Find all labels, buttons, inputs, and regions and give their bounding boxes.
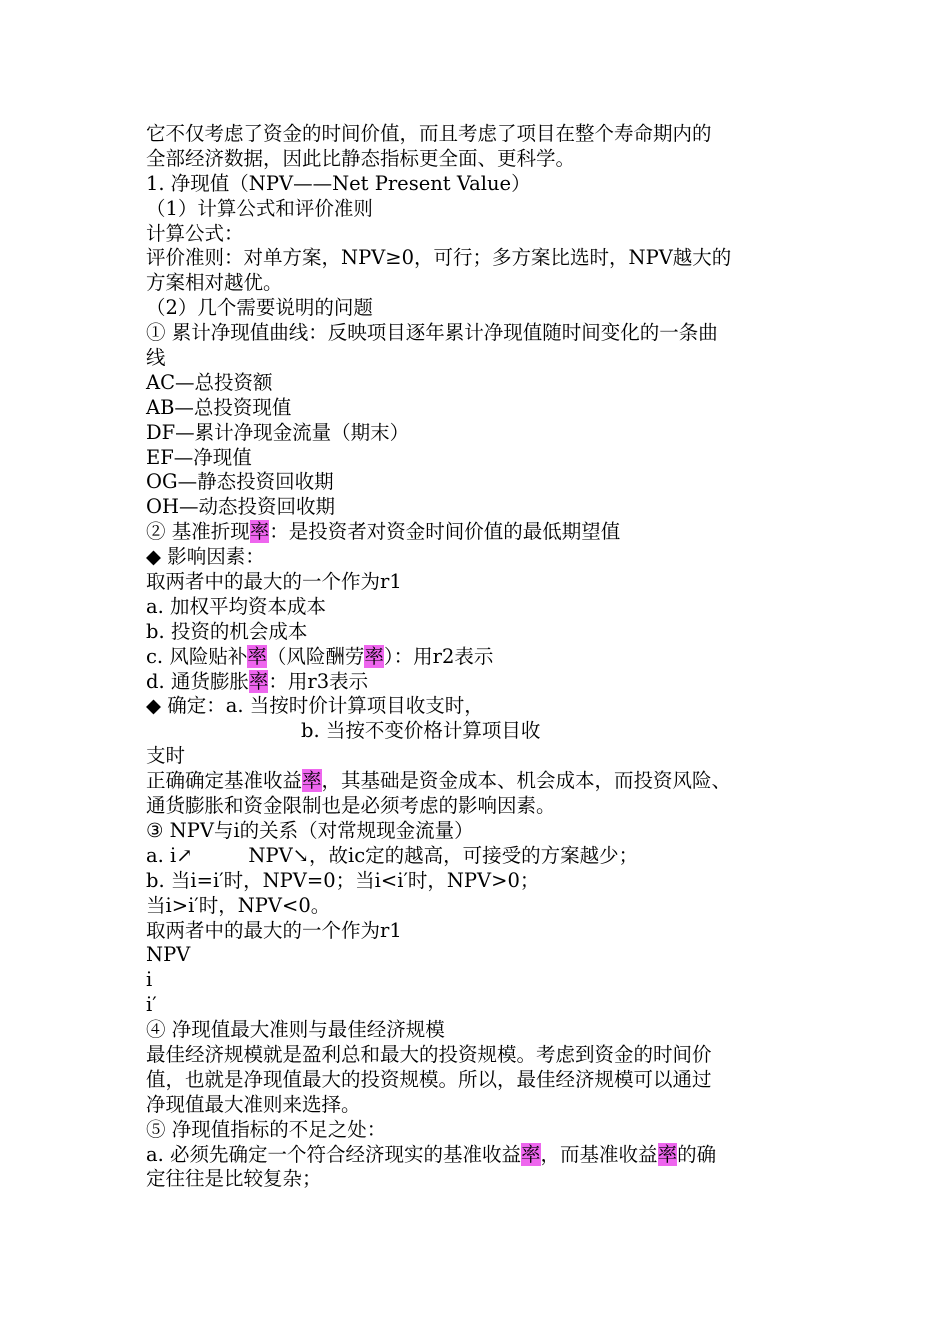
text-segment: AB—总投资现值	[146, 395, 292, 419]
text-line	[146, 993, 816, 1018]
text-line	[146, 271, 816, 296]
text-line	[146, 545, 816, 570]
highlighted-term: 率	[302, 769, 322, 793]
highlighted-term: 率	[247, 644, 267, 668]
text-line	[146, 246, 816, 271]
text-segment: ，而基准收益	[540, 1142, 658, 1166]
text-line	[146, 769, 816, 794]
text-segment: 净现值最大准则来选择。	[146, 1092, 361, 1116]
text-line	[146, 346, 816, 371]
text-segment: b. 投资的机会成本	[146, 619, 308, 643]
text-segment: （2）几个需要说明的问题	[146, 296, 373, 320]
text-line	[146, 197, 816, 222]
text-line	[146, 1167, 816, 1192]
text-line	[146, 694, 816, 719]
text-segment: ⑤ 净现值指标的不足之处：	[146, 1117, 387, 1141]
text-line	[146, 1043, 816, 1068]
text-line	[146, 1068, 816, 1093]
text-line	[146, 869, 816, 894]
text-line	[146, 396, 816, 421]
text-line	[146, 446, 816, 471]
text-line	[146, 968, 816, 993]
highlighted-term: 率	[521, 1142, 541, 1166]
highlighted-term: 率	[657, 1142, 678, 1166]
text-line	[146, 470, 816, 495]
highlighted-term: 率	[249, 520, 270, 544]
text-segment: i′	[146, 993, 157, 1017]
text-segment: 支时	[146, 744, 186, 768]
text-line	[146, 919, 816, 944]
text-segment: 全部经济数据，因此比静态指标更全面、更科学。	[146, 146, 576, 170]
text-segment: d. 通货膨胀	[146, 669, 249, 693]
text-segment: 线	[146, 346, 166, 370]
text-segment: ③ NPV与i的关系（对常规现金流量）	[146, 818, 474, 842]
text-line	[146, 1118, 816, 1143]
text-line	[146, 172, 816, 197]
text-line	[146, 321, 816, 346]
text-line	[146, 520, 816, 545]
text-segment: c. 风险贴补	[146, 644, 248, 668]
text-segment: 取两者中的最大的一个作为r1	[146, 918, 402, 942]
text-segment: a. 加权平均资本成本	[146, 594, 327, 618]
highlighted-term: 率	[248, 669, 269, 693]
text-line	[146, 645, 816, 670]
text-line	[146, 421, 816, 446]
text-segment: 取两者中的最大的一个作为r1	[146, 570, 402, 594]
text-line	[146, 495, 816, 520]
text-line	[146, 595, 816, 620]
text-segment: （风险酬劳	[266, 644, 365, 668]
text-line	[146, 1143, 816, 1168]
text-line	[146, 122, 816, 147]
text-segment: 正确确定基准收益	[146, 769, 303, 793]
text-segment: 定往往是比较复杂；	[146, 1167, 322, 1191]
text-line	[146, 570, 816, 595]
text-line	[146, 296, 816, 321]
text-segment: （1）计算公式和评价准则	[146, 196, 373, 220]
text-segment: AC—总投资额	[146, 370, 273, 394]
text-segment: ◆ 影响因素：	[146, 545, 265, 569]
text-line	[146, 744, 816, 769]
text-segment: EF—净现值	[146, 445, 252, 469]
text-segment: ）：用r2表示	[383, 644, 494, 668]
text-line	[146, 819, 816, 844]
text-line	[146, 371, 816, 396]
text-segment: NPV	[146, 943, 191, 967]
text-segment: ，其基础是资金成本、机会成本，而投资风险、	[321, 769, 732, 793]
text-line	[146, 794, 816, 819]
text-segment: ：用r3表示	[268, 669, 369, 693]
text-line	[146, 670, 816, 695]
text-segment: a. 必须先确定一个符合经济现实的基准收益	[146, 1142, 522, 1166]
text-segment: 方案相对越优。	[146, 271, 283, 295]
text-segment: 最佳经济规模就是盈利总和最大的投资规模。考虑到资金的时间价	[146, 1042, 712, 1066]
text-segment: ① 累计净现值曲线：反映项目逐年累计净现值随时间变化的一条曲	[146, 321, 718, 345]
text-line	[146, 894, 816, 919]
text-segment: ：是投资者对资金时间价值的最低期望值	[269, 520, 621, 544]
highlighted-term: 率	[364, 644, 384, 668]
text-segment: OH—动态投资回收期	[146, 495, 335, 519]
text-segment: 值，也就是净现值最大的投资规模。所以，最佳经济规模可以通过	[146, 1067, 712, 1091]
text-line	[146, 1093, 816, 1118]
text-line	[146, 147, 816, 172]
text-segment: i	[146, 968, 153, 992]
text-segment: a. i↗ NPV↘，故ic定的越高，可接受的方案越少；	[146, 843, 639, 867]
text-segment: 的确	[677, 1142, 717, 1166]
text-segment: DF—累计净现金流量（期末）	[146, 420, 410, 444]
text-line	[146, 620, 816, 645]
text-line	[146, 943, 816, 968]
document-page	[146, 122, 816, 1192]
text-segment: 当i>i′时，NPV<0。	[146, 893, 331, 917]
text-segment: ◆ 确定：a. 当按时价计算项目收支时，	[146, 694, 484, 718]
text-segment: 计算公式：	[146, 221, 244, 245]
text-segment: b. 当按不变价格计算项目收	[146, 719, 541, 743]
text-line	[146, 844, 816, 869]
text-segment: 通货膨胀和资金限制也是必须考虑的影响因素。	[146, 794, 556, 818]
text-line	[146, 1018, 816, 1043]
text-segment: ② 基准折现	[146, 520, 250, 544]
text-segment: ④ 净现值最大准则与最佳经济规模	[146, 1018, 445, 1042]
text-segment: 它不仅考虑了资金的时间价值，而且考虑了项目在整个寿命期内的	[146, 122, 712, 145]
text-segment: 评价准则：对单方案，NPV≥0，可行；多方案比选时，NPV越大的	[146, 246, 732, 270]
text-segment: b. 当i=i′时，NPV=0；当i<i′时，NPV>0；	[146, 868, 540, 892]
text-line	[146, 719, 816, 744]
text-segment: 1. 净现值（NPV——Net Present Value）	[146, 171, 531, 195]
text-segment: OG—静态投资回收期	[146, 470, 334, 494]
text-line	[146, 222, 816, 247]
